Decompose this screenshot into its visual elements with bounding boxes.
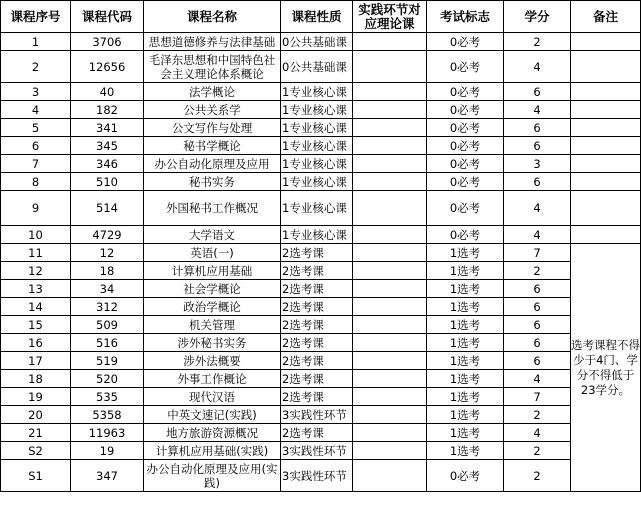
table-row — [1, 406, 641, 424]
cell-practice — [353, 173, 427, 191]
header-name: 课程名称 — [144, 1, 281, 33]
cell-credit: 6 — [504, 280, 571, 298]
cell-name: 英语(一) — [144, 244, 281, 262]
cell-nature: 1专业核心课 — [281, 83, 353, 101]
cell-name: 现代汉语 — [144, 388, 281, 406]
cell-nature: 3实践性环节 — [281, 406, 353, 424]
cell-credit: 3 — [504, 155, 571, 173]
cell-credit: 2 — [504, 33, 571, 51]
cell-practice — [353, 51, 427, 83]
cell-credit: 2 — [504, 262, 571, 280]
cell-practice — [353, 226, 427, 244]
table-row — [1, 33, 641, 51]
cell-code: 4729 — [71, 226, 144, 244]
cell-name: 法学概论 — [144, 83, 281, 101]
header-code: 课程代码 — [71, 1, 144, 33]
cell-name: 机关管理 — [144, 316, 281, 334]
cell-credit: 6 — [504, 119, 571, 137]
cell-code: 516 — [71, 334, 144, 352]
cell-note-empty — [571, 155, 641, 173]
cell-exam: 0必考 — [427, 51, 504, 83]
cell-credit: 4 — [504, 424, 571, 442]
cell-credit: 2 — [504, 442, 571, 460]
cell-name: 大学语文 — [144, 226, 281, 244]
cell-code: 519 — [71, 352, 144, 370]
cell-nature: 1专业核心课 — [281, 226, 353, 244]
cell-nature: 1专业核心课 — [281, 173, 353, 191]
cell-credit: 2 — [504, 406, 571, 424]
cell-code: 510 — [71, 173, 144, 191]
cell-name: 公共关系学 — [144, 101, 281, 119]
table-row — [1, 51, 641, 83]
cell-practice — [353, 262, 427, 280]
table-header-row — [1, 1, 641, 33]
cell-credit: 6 — [504, 83, 571, 101]
cell-code: 312 — [71, 298, 144, 316]
cell-seq: 1 — [1, 33, 71, 51]
cell-exam: 0必考 — [427, 155, 504, 173]
cell-code: 11963 — [71, 424, 144, 442]
cell-credit: 4 — [504, 101, 571, 119]
cell-practice — [353, 298, 427, 316]
cell-exam: 1选考 — [427, 424, 504, 442]
table-row — [1, 155, 641, 173]
cell-exam: 1选考 — [427, 352, 504, 370]
table-row — [1, 388, 641, 406]
cell-exam: 0必考 — [427, 460, 504, 492]
cell-practice — [353, 137, 427, 155]
cell-exam: 1选考 — [427, 406, 504, 424]
cell-practice — [353, 101, 427, 119]
cell-nature: 2选考课 — [281, 424, 353, 442]
cell-practice — [353, 244, 427, 262]
cell-seq: 19 — [1, 388, 71, 406]
cell-practice — [353, 442, 427, 460]
cell-code: 12 — [71, 244, 144, 262]
cell-seq: 4 — [1, 101, 71, 119]
cell-practice — [353, 316, 427, 334]
table-row — [1, 83, 641, 101]
cell-code: 19 — [71, 442, 144, 460]
table-row — [1, 370, 641, 388]
cell-code: 346 — [71, 155, 144, 173]
cell-name: 秘书学概论 — [144, 137, 281, 155]
cell-name: 涉外秘书实务 — [144, 334, 281, 352]
cell-credit: 7 — [504, 388, 571, 406]
cell-nature: 2选考课 — [281, 262, 353, 280]
cell-nature: 2选考课 — [281, 298, 353, 316]
cell-code: 347 — [71, 460, 144, 492]
cell-exam: 1选考 — [427, 316, 504, 334]
cell-code: 34 — [71, 280, 144, 298]
table-row — [1, 280, 641, 298]
cell-exam: 0必考 — [427, 83, 504, 101]
cell-credit: 2 — [504, 460, 571, 492]
cell-practice — [353, 334, 427, 352]
cell-nature: 2选考课 — [281, 352, 353, 370]
table-row — [1, 442, 641, 460]
table-row — [1, 173, 641, 191]
cell-seq: 15 — [1, 316, 71, 334]
cell-note-empty — [571, 83, 641, 101]
cell-code: 18 — [71, 262, 144, 280]
cell-practice — [353, 155, 427, 173]
cell-note-empty — [571, 51, 641, 83]
cell-exam: 1选考 — [427, 244, 504, 262]
cell-note-empty — [571, 226, 641, 244]
cell-credit: 6 — [504, 352, 571, 370]
cell-code: 3706 — [71, 33, 144, 51]
cell-name: 政治学概论 — [144, 298, 281, 316]
cell-practice — [353, 33, 427, 51]
cell-seq: 17 — [1, 352, 71, 370]
header-credit: 学分 — [504, 1, 571, 33]
cell-note-empty — [571, 137, 641, 155]
cell-practice — [353, 119, 427, 137]
cell-exam: 1选考 — [427, 262, 504, 280]
cell-practice — [353, 280, 427, 298]
cell-code: 535 — [71, 388, 144, 406]
table-row — [1, 334, 641, 352]
cell-nature: 1专业核心课 — [281, 119, 353, 137]
cell-credit: 4 — [504, 226, 571, 244]
cell-practice — [353, 460, 427, 492]
cell-seq: 6 — [1, 137, 71, 155]
cell-exam: 1选考 — [427, 334, 504, 352]
cell-name: 社会学概论 — [144, 280, 281, 298]
cell-nature: 2选考课 — [281, 334, 353, 352]
cell-credit: 4 — [504, 191, 571, 226]
cell-seq: 12 — [1, 262, 71, 280]
cell-practice — [353, 352, 427, 370]
cell-seq: 9 — [1, 191, 71, 226]
cell-credit: 6 — [504, 316, 571, 334]
cell-exam: 0必考 — [427, 191, 504, 226]
cell-exam: 0必考 — [427, 101, 504, 119]
table-row — [1, 316, 641, 334]
cell-code: 509 — [71, 316, 144, 334]
cell-code: 520 — [71, 370, 144, 388]
cell-seq: 18 — [1, 370, 71, 388]
table-row — [1, 119, 641, 137]
cell-seq: 8 — [1, 173, 71, 191]
cell-name: 公文写作与处理 — [144, 119, 281, 137]
cell-exam: 0必考 — [427, 137, 504, 155]
cell-nature: 2选考课 — [281, 280, 353, 298]
cell-code: 341 — [71, 119, 144, 137]
cell-practice — [353, 424, 427, 442]
cell-credit: 6 — [504, 298, 571, 316]
table-row — [1, 424, 641, 442]
cell-nature: 0公共基础课 — [281, 33, 353, 51]
cell-credit: 6 — [504, 173, 571, 191]
cell-practice — [353, 83, 427, 101]
cell-nature: 1专业核心课 — [281, 137, 353, 155]
header-note: 备注 — [571, 1, 641, 33]
cell-seq: 7 — [1, 155, 71, 173]
cell-code: 5358 — [71, 406, 144, 424]
cell-name: 办公自动化原理及应用(实践) — [144, 460, 281, 492]
cell-name: 思想道德修养与法律基础 — [144, 33, 281, 51]
cell-nature: 1专业核心课 — [281, 101, 353, 119]
cell-nature: 2选考课 — [281, 316, 353, 334]
cell-nature: 3实践性环节 — [281, 442, 353, 460]
cell-note-empty — [571, 101, 641, 119]
cell-seq: 10 — [1, 226, 71, 244]
cell-credit: 4 — [504, 370, 571, 388]
table-row — [1, 137, 641, 155]
cell-name: 办公自动化原理及应用 — [144, 155, 281, 173]
cell-practice — [353, 406, 427, 424]
cell-name: 计算机应用基础(实践) — [144, 442, 281, 460]
cell-seq: 11 — [1, 244, 71, 262]
cell-name: 外事工作概论 — [144, 370, 281, 388]
cell-seq: S1 — [1, 460, 71, 492]
table-row — [1, 191, 641, 226]
table-row — [1, 298, 641, 316]
cell-nature: 3实践性环节 — [281, 460, 353, 492]
cell-credit: 4 — [504, 51, 571, 83]
cell-credit: 7 — [504, 244, 571, 262]
elective-note: 选考课程不得少于4门、学分不得低于23学分。 — [571, 244, 641, 492]
cell-note-empty — [571, 119, 641, 137]
table-row — [1, 244, 641, 262]
cell-code: 182 — [71, 101, 144, 119]
cell-name: 中英文速记(实践) — [144, 406, 281, 424]
cell-name: 毛泽东思想和中国特色社会主义理论体系概论 — [144, 51, 281, 83]
cell-seq: 16 — [1, 334, 71, 352]
cell-exam: 0必考 — [427, 119, 504, 137]
cell-nature: 2选考课 — [281, 370, 353, 388]
cell-code: 40 — [71, 83, 144, 101]
cell-note-empty — [571, 173, 641, 191]
cell-nature: 2选考课 — [281, 244, 353, 262]
cell-seq: 14 — [1, 298, 71, 316]
cell-name: 计算机应用基础 — [144, 262, 281, 280]
cell-credit: 6 — [504, 334, 571, 352]
cell-exam: 0必考 — [427, 173, 504, 191]
cell-seq: 13 — [1, 280, 71, 298]
cell-code: 514 — [71, 191, 144, 226]
cell-nature: 1专业核心课 — [281, 155, 353, 173]
cell-note-empty — [571, 191, 641, 226]
cell-seq: 20 — [1, 406, 71, 424]
header-seq: 课程序号 — [1, 1, 71, 33]
cell-exam: 1选考 — [427, 442, 504, 460]
cell-seq: 21 — [1, 424, 71, 442]
cell-credit: 6 — [504, 137, 571, 155]
cell-exam: 1选考 — [427, 298, 504, 316]
table-row — [1, 262, 641, 280]
cell-code: 345 — [71, 137, 144, 155]
cell-note-empty — [571, 33, 641, 51]
cell-seq: 3 — [1, 83, 71, 101]
cell-practice — [353, 388, 427, 406]
header-nature: 课程性质 — [281, 1, 353, 33]
table-row — [1, 226, 641, 244]
cell-name: 外国秘书工作概况 — [144, 191, 281, 226]
cell-practice — [353, 191, 427, 226]
cell-name: 地方旅游资源概况 — [144, 424, 281, 442]
cell-nature: 2选考课 — [281, 388, 353, 406]
cell-seq: S2 — [1, 442, 71, 460]
cell-exam: 1选考 — [427, 388, 504, 406]
cell-exam: 1选考 — [427, 370, 504, 388]
cell-name: 涉外法概要 — [144, 352, 281, 370]
cell-nature: 1专业核心课 — [281, 191, 353, 226]
table-row — [1, 101, 641, 119]
cell-exam: 1选考 — [427, 280, 504, 298]
cell-seq: 5 — [1, 119, 71, 137]
cell-practice — [353, 370, 427, 388]
header-exam: 考试标志 — [427, 1, 504, 33]
header-practice: 实践环节对应理论课 — [353, 1, 427, 33]
cell-code: 12656 — [71, 51, 144, 83]
cell-exam: 0必考 — [427, 33, 504, 51]
table-row — [1, 352, 641, 370]
cell-exam: 0必考 — [427, 226, 504, 244]
cell-nature: 0公共基础课 — [281, 51, 353, 83]
table-row — [1, 460, 641, 492]
cell-seq: 2 — [1, 51, 71, 83]
cell-name: 秘书实务 — [144, 173, 281, 191]
